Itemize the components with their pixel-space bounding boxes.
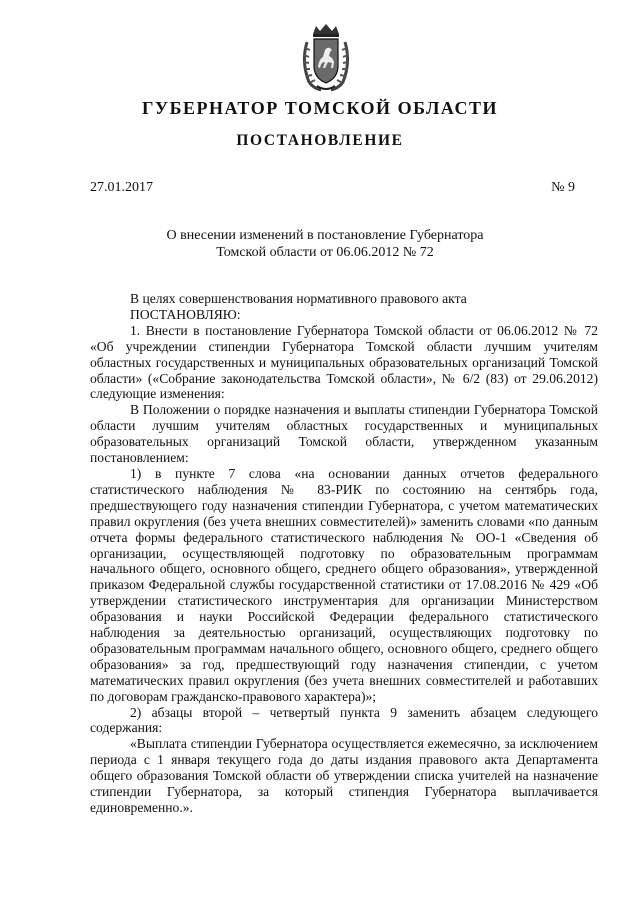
- subject-line: Томской области от 06.06.2012 № 72: [216, 245, 434, 260]
- document-subject: [120, 227, 530, 261]
- authority-title: ГУБЕРНАТОР ТОМСКОЙ ОБЛАСТИ: [141, 98, 499, 118]
- coat-of-arms-icon: [299, 22, 353, 94]
- document-date: 27.01.2017: [90, 180, 153, 195]
- resolve-paragraph: ПОСТАНОВЛЯЮ:: [130, 306, 241, 322]
- regulation-paragraph: В Положении о порядке назначения и выплаты стипендии Губернатора Томской области лучшим учителям областных государственных и муниципальных образовательных организаций Томской области, утвержденном указанным постановлением:: [90, 402, 598, 466]
- document-body: [90, 291, 598, 816]
- amendment-2-paragraph: 2) абзацы второй – четвертый пункта 9 заменить абзацем следующего содержания:: [90, 704, 598, 736]
- preamble-paragraph: В целях совершенствования нормативного правового акта: [130, 291, 467, 306]
- document-number: № 9: [551, 180, 575, 195]
- subject-line: О внесении изменений в постановление Губернатора: [166, 228, 484, 243]
- new-text-paragraph: «Выплата стипендии Губернатора осуществляется ежемесячно, за исключением периода с 1 января текущего года до даты издания правового акта Департамента общего образования Томской области об утверждении списка учителей на назначение стипендии Губернатора, за который стипендия Губернатора выплачивается единовременно.».: [90, 736, 598, 815]
- item-1-paragraph: 1. Внести в постановление Губернатора Томской области от 06.06.2012 № 72 «Об учреждении стипендии Губернатора Томской области лучшим учителям областных государственных и муниципальных образовательных организаций Томской области» («Собрание законодательства Томской области», № 6/2 (83) от 29.06.2012) следующие изменения:: [90, 322, 598, 402]
- amendment-1-paragraph: 1) в пункте 7 слова «на основании данных отчетов федерального статистического наблюдения № 83-РИК по состоянию на сентябрь года, предшествующего году назначения стипендии Губернатора, с учетом математических правил округления (без учета внешних совместителей)» заменить словами «по данным отчета формы федерального статистического наблюдения № ОО-1 «Сведения об организации, осуществляющей подготовку по образовательным программам начального общего, основного общего, среднего общего образования», утвержденной приказом Федеральной службы государственной статистики от 17.08.2016 № 429 «Об утверждении статистического инструментария для организации Министерством образования и науки Российской Федерации федерального статистического наблюдения за деятельностью организаций, осуществляющих подготовку по образовательным программам начального общего, основного общего, среднего общего образования» за год, предшествующий году назначения стипендии, с учетом математических правил округления (без учета внешних совместителей и работавших по договорам гражданско-правового характера)»;: [90, 465, 598, 704]
- document-type: ПОСТАНОВЛЕНИЕ: [236, 132, 404, 149]
